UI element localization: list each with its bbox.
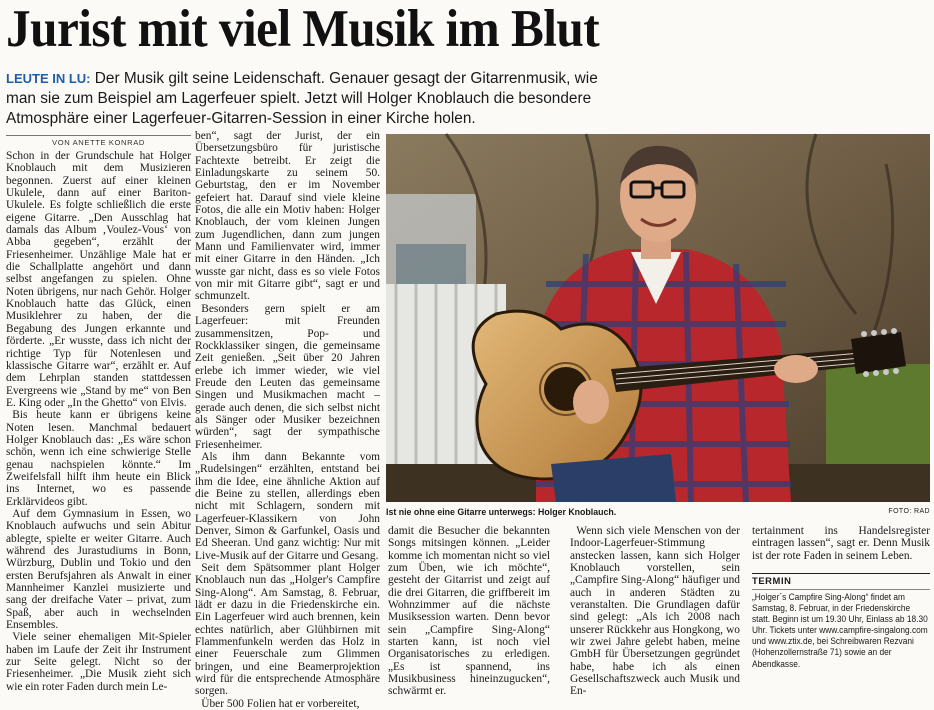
- event-info-box: [752, 573, 930, 675]
- paragraph: Auf dem Gymnasium in Essen, wo Knoblauch aufwuchs und sein Abitur ablegte, spielte er weiter Gitarre. Auch während des Jurastudiums in Bonn, Würzburg, Dublin und Tokio und den ersten Berufsjahren als Anwalt in einer Mannheimer Kanzlei musizierte und sang der dreifache Vater – privat, zum Spaß, aber auch in wechselnden Ensembles.: [6, 507, 191, 632]
- article-column-2: [195, 130, 380, 710]
- paragraph: Viele seiner ehemaligen Mit-Spieler haben im Laufe der Zeit ihr Instrument zur Seite gelegt. Nicht so der Friesenheimer. „Die Musik zieht sich wie ein roter Faden durch mein Le-: [6, 631, 191, 693]
- paragraph: Als ihm dann Bekannte vom „Rudelsingen“ erzählten, entstand bei ihm die Idee, eine ähnliche Aktion auf die Beine zu stellen, allerdings eben nicht mit Schlagern, sondern mit Lagerfeuer-Klassikern von John Denver, Simon & Garfunkel, Oasis und Ed Sheeran. Und ganz wichtig: Nur mit Live-Musik auf der Gitarre und Gesang.: [195, 450, 380, 562]
- caption-text: Ist nie ohne eine Gitarre unterwegs: Holger Knoblauch.: [386, 507, 617, 517]
- photo-caption: [386, 506, 930, 518]
- event-info-text: „Holger´s Campfire Sing-Along“ findet am Samstag, 8. Februar, in der Friedenskirche statt. Beginn ist um 19.30 Uhr, Einlass ab 18.30 Uhr. Tickets unter www.campfire-singalong.com und www.ztix.de, bei Schreibwaren Rezvani (Hohenzollernstraße 71) sowie an der Abendkasse.: [752, 592, 928, 669]
- paragraph: Seit dem Spätsommer plant Holger Knoblauch nun das „Holger's Campfire Sing-Along“. Am Samstag, 8. Februar, lädt er dazu in die Friedenskirche ein. Ein Lagerfeuer wird auch brennen, kein echtes natürlich, aber Glühbirnen mit Flammenfunkeln werden das Holz in einer Feuerschale zum Glimmen bringen, und eine Beamerprojektion wird für die entsprechende Atmosphäre sorgen.: [195, 562, 380, 698]
- lead-kicker: LEUTE IN LU:: [6, 71, 91, 86]
- article-column-1: [6, 150, 191, 693]
- lead-paragraph: [6, 69, 626, 129]
- paragraph: Über 500 Folien hat er vorbereitet,: [201, 697, 360, 710]
- paragraph: Schon in der Grundschule hat Holger Knoblauch mit dem Musizieren begonnen. Zuerst auf einer kleinen Ukulele, dann auf einer Bariton-Ukulele. Es folgte schließlich die erste eigene Gitarre. „Den Ausschlag hat damals das Album ‚Voulez-Vous‘ von Abba gegeben“, erzählt der Friesenheimer. Unzählige Male hat er die Schallplatte angehört und dann selbst angefangen zu spielen. Ohne Noten übrigens, nur nach Gehör. Holger Knoblauch hatte das Glück, einen Musiklehrer zu haben, der die Begabung des Jungen erkannte und förderte. „Er wusste, dass ich nicht der richtige Typ für Notenlesen und klassische Gitarre war“, erzählt er. Auf dem Lehrplan standen stattdessen Evergreens wie „Stand by me“ von Ben E. King oder „In the Ghetto“ von Elvis.: [6, 150, 191, 409]
- paragraph: Besonders gern spielt er am Lagerfeuer: mit Freunden zusammensitzen, Pop- und Rockklassiker singen, die gemeinsame Zeit genießen. „Seit über 20 Jahren erlebe ich immer wieder, wie viel Freude den Leuten das gemeinsame Singen und Musikmachen macht – gerade auch denen, die sich selbst nicht als Sänger oder Musiker bezeichnen würden“, sagt der sympathische Friesenheimer.: [195, 302, 380, 451]
- event-info-heading: TERMIN: [752, 573, 930, 587]
- paragraph: Wenn sich viele Menschen von der Indoor-Lagerfeuer-Stimmung anstecken lassen, kann sich Holger Knoblauch vorstellen, sein „Campfire Sing-Along“ häufiger und auch in anderen Städten zu veranstalten. Die Grundlagen dafür sind gelegt: „Als ich 2008 nach unserer Rückkehr aus Hongkong, wo wir zwei Jahre gelebt haben, meine GmbH für Übersetzungen gegründet habe, habe ich als einen Gesellschaftszweck auch Musik und En-: [570, 525, 740, 698]
- paragraph: ben“, sagt der Jurist, der ein Übersetzungsbüro für juristische Fachtexte betreibt. Er zeigt die Einladungskarte zu seinem 50. Geburtstag, den er im November gefeiert hat. Darauf sind viele kleine Fotos, die alle ein Motiv haben: Holger Knoblauch, der vom kleinen Jungen zum Jugendlichen, dann zum jungen Mann und Familienvater wird, immer mit einer Gitarre in den Händen. „Ich wusste gar nicht, dass es so viele Fotos von mir mit Gitarre gibt“, sagt er und schmunzelt.: [195, 130, 380, 303]
- lead-text: Der Musik gilt seine Leidenschaft. Genauer gesagt der Gitarrenmusik, wie man sie zum Beispiel am Lagerfeuer spielt. Jetzt will Holger Knoblauch die besondere Atmosphäre einer Lagerfeuer-Gitarren-Session in einer Kirche holen.: [6, 70, 598, 127]
- article-photo: [386, 134, 930, 502]
- headline: Jurist mit viel Musik im Blut: [6, 0, 600, 58]
- photo-guitarist-illustration: [386, 134, 930, 502]
- photo-credit: FOTO: RAD: [888, 508, 930, 515]
- paragraph: tertainment ins Handelsregister eintragen lassen“, sagt er. Denn Musik ist der rote Faden in seinem Leben.: [752, 525, 930, 562]
- paragraph: Bis heute kann er übrigens keine Noten lesen. Manchmal bedauert Holger Knoblauch das: „Es wäre schon schön, wenn ich eine schwierige Stelle genau nachspielen könnte.“ Im Zweifelsfall hilft ihm heute ein Blick ins Internet, wo es passende Erklärvideos gibt.: [6, 409, 191, 508]
- article-column-3: [388, 525, 550, 698]
- divider: [752, 589, 930, 590]
- article-column-4: [570, 525, 740, 698]
- paragraph: damit die Besucher die bekannten Songs mitsingen können. „Leider komme ich momentan nicht so viel zum Üben, wie ich möchte“, gesteht der Gitarrist und zeigt auf die drei Gitarren, die griffbereit im Wohnzimmer auf die nächste Musiksession warten. Denn bevor sein „Campfire Sing-Along“ starten kann, ist noch viel Organisatorisches zu erledigen. „Es ist spannend, ins Musikbusiness hineinzugucken“, schwärmt er.: [388, 525, 550, 698]
- byline: VON ANETTE KONRAD: [6, 135, 191, 149]
